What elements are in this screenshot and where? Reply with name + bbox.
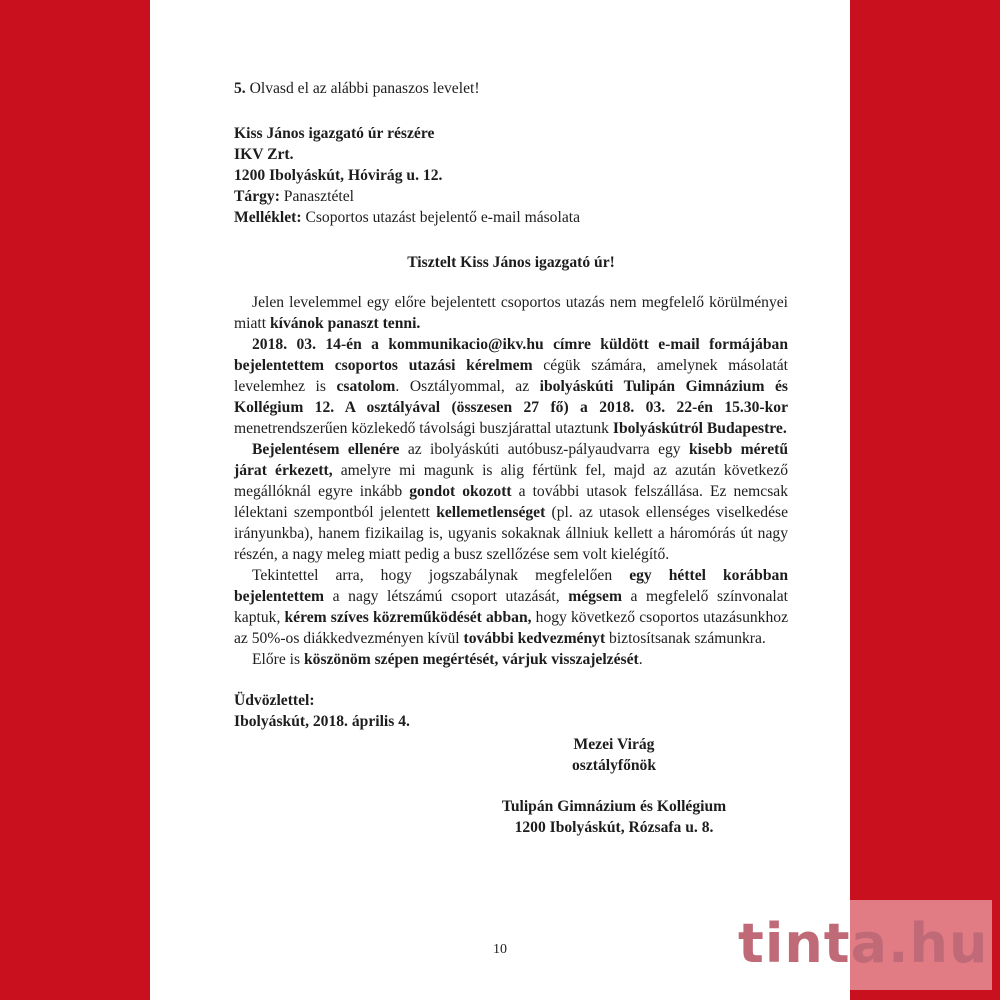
bold-run: mégsem xyxy=(568,588,622,605)
bold-run: kívánok panaszt tenni. xyxy=(269,315,421,332)
subject-label: Tárgy: xyxy=(234,188,280,205)
subject-line xyxy=(234,186,788,207)
text-run: . xyxy=(638,651,643,668)
recipient-company: IKV Zrt. xyxy=(234,146,294,163)
bold-run: 2018. 03. 14-én a kommunikacio@ikv.hu címre küldött e-mail formájában bejelentettem csoportos utazási kérelmem xyxy=(234,336,788,374)
paragraph-3 xyxy=(234,439,788,565)
bold-run: kérem szíves közreműködését abban, xyxy=(284,609,532,626)
bold-run: egy héttel korábban bejelentettem xyxy=(234,567,788,605)
letter-salutation: Tisztelt Kiss János igazgató úr! xyxy=(407,254,615,271)
bold-run: gondot okozott xyxy=(409,483,512,500)
bold-run: további kedvezményt xyxy=(463,630,606,647)
paragraph-1 xyxy=(234,292,788,334)
page-number: 10 xyxy=(493,942,507,957)
institution-address: 1200 Ibolyáskút, Rózsafa u. 8. xyxy=(514,819,714,836)
book-page xyxy=(150,0,850,1000)
letter-closing xyxy=(234,690,788,732)
watermark-logo xyxy=(730,900,992,990)
watermark-text: tinta.hu xyxy=(738,912,989,975)
paragraph-2 xyxy=(234,334,788,439)
bold-run: kellemetlenséget xyxy=(436,504,546,521)
text-run: az ibolyáskúti autóbusz-pályaudvarra egy xyxy=(399,441,689,458)
text-run: a megfelelő színvonalat kaptuk, xyxy=(234,588,788,626)
text-run: menetrendszerűen közlekedő távolsági buszjárattal utaztunk xyxy=(234,420,613,437)
bold-run: kisebb méretű járat érkezett, xyxy=(234,441,788,479)
recipient-name: Kiss János igazgató úr részére xyxy=(234,125,435,142)
institution-block xyxy=(454,796,774,838)
text-run: Tekintettel arra, hogy jogszabálynak megfelelően xyxy=(252,567,630,584)
task-number: 5. xyxy=(234,80,246,97)
subject-value: Panasztétel xyxy=(279,188,354,205)
text-run: a nagy létszámú csoport utazását, xyxy=(324,588,569,605)
text-run: biztosítsanak számunkra. xyxy=(605,630,766,647)
text-run: hogy következő csoportos utazásunkhoz az 50%-os diákkedvezményen kívül xyxy=(234,609,788,647)
task-instruction: Olvasd el az alábbi panaszos levelet! xyxy=(245,80,480,97)
place-date: Ibolyáskút, 2018. április 4. xyxy=(234,713,410,730)
text-run: cégük számára, amelynek másolatát levelemhez is xyxy=(234,357,788,395)
institution-name: Tulipán Gimnázium és Kollégium xyxy=(501,798,727,815)
text-run: Előre is xyxy=(252,651,304,668)
bold-run: ibolyáskúti Tulipán Gimnázium és Kollégium 12. A osztályával (összesen 27 fő) a 2018. 03. 22-én 15.30-kor xyxy=(234,378,788,416)
closing-greeting: Üdvözlettel: xyxy=(234,692,315,709)
signer-name: Mezei Virág xyxy=(573,736,655,753)
paragraph-5 xyxy=(234,649,788,670)
recipient-street: 1200 Ibolyáskút, Hóvirág u. 12. xyxy=(234,167,443,184)
bold-run: köszönöm szépen megértését, várjuk visszajelzését xyxy=(303,651,639,668)
bold-run: Ibolyáskútról Budapestre. xyxy=(612,420,787,437)
text-run: (pl. az utasok ellenséges viselkedése irányunkba), hanem fizikailag is, ugyanis sokaknak állniuk kellett a háromórás út nagy részén, a nagy meleg miatt pedig a busz szellőzése sem volt kielégítő. xyxy=(234,504,789,563)
letter-body xyxy=(234,292,788,670)
signer-role: osztályfőnök xyxy=(571,757,657,774)
text-run: a további utasok felszállása. Ez nemcsak lélektani szempontból jelentett xyxy=(234,483,789,521)
attachment-line xyxy=(234,207,788,228)
bold-run: csatolom xyxy=(336,378,396,395)
signature-block xyxy=(504,734,724,776)
text-run: amelyre mi magunk is alig fértünk fel, majd az azután következő megállóknál egyre inkább xyxy=(234,462,788,500)
text-run: . Osztályommal, az xyxy=(395,378,540,395)
attachment-label: Melléklet: xyxy=(234,209,302,226)
page-content xyxy=(234,78,788,838)
task-heading xyxy=(234,78,788,99)
paragraph-4 xyxy=(234,565,788,649)
text-run: Jelen levelemmel egy előre bejelentett csoportos utazás nem megfelelő körülményei miatt xyxy=(234,294,788,332)
bold-run: Bejelentésem ellenére xyxy=(252,441,400,458)
recipient-address xyxy=(234,123,788,228)
attachment-value: Csoportos utazást bejelentő e-mail másolata xyxy=(301,209,580,226)
